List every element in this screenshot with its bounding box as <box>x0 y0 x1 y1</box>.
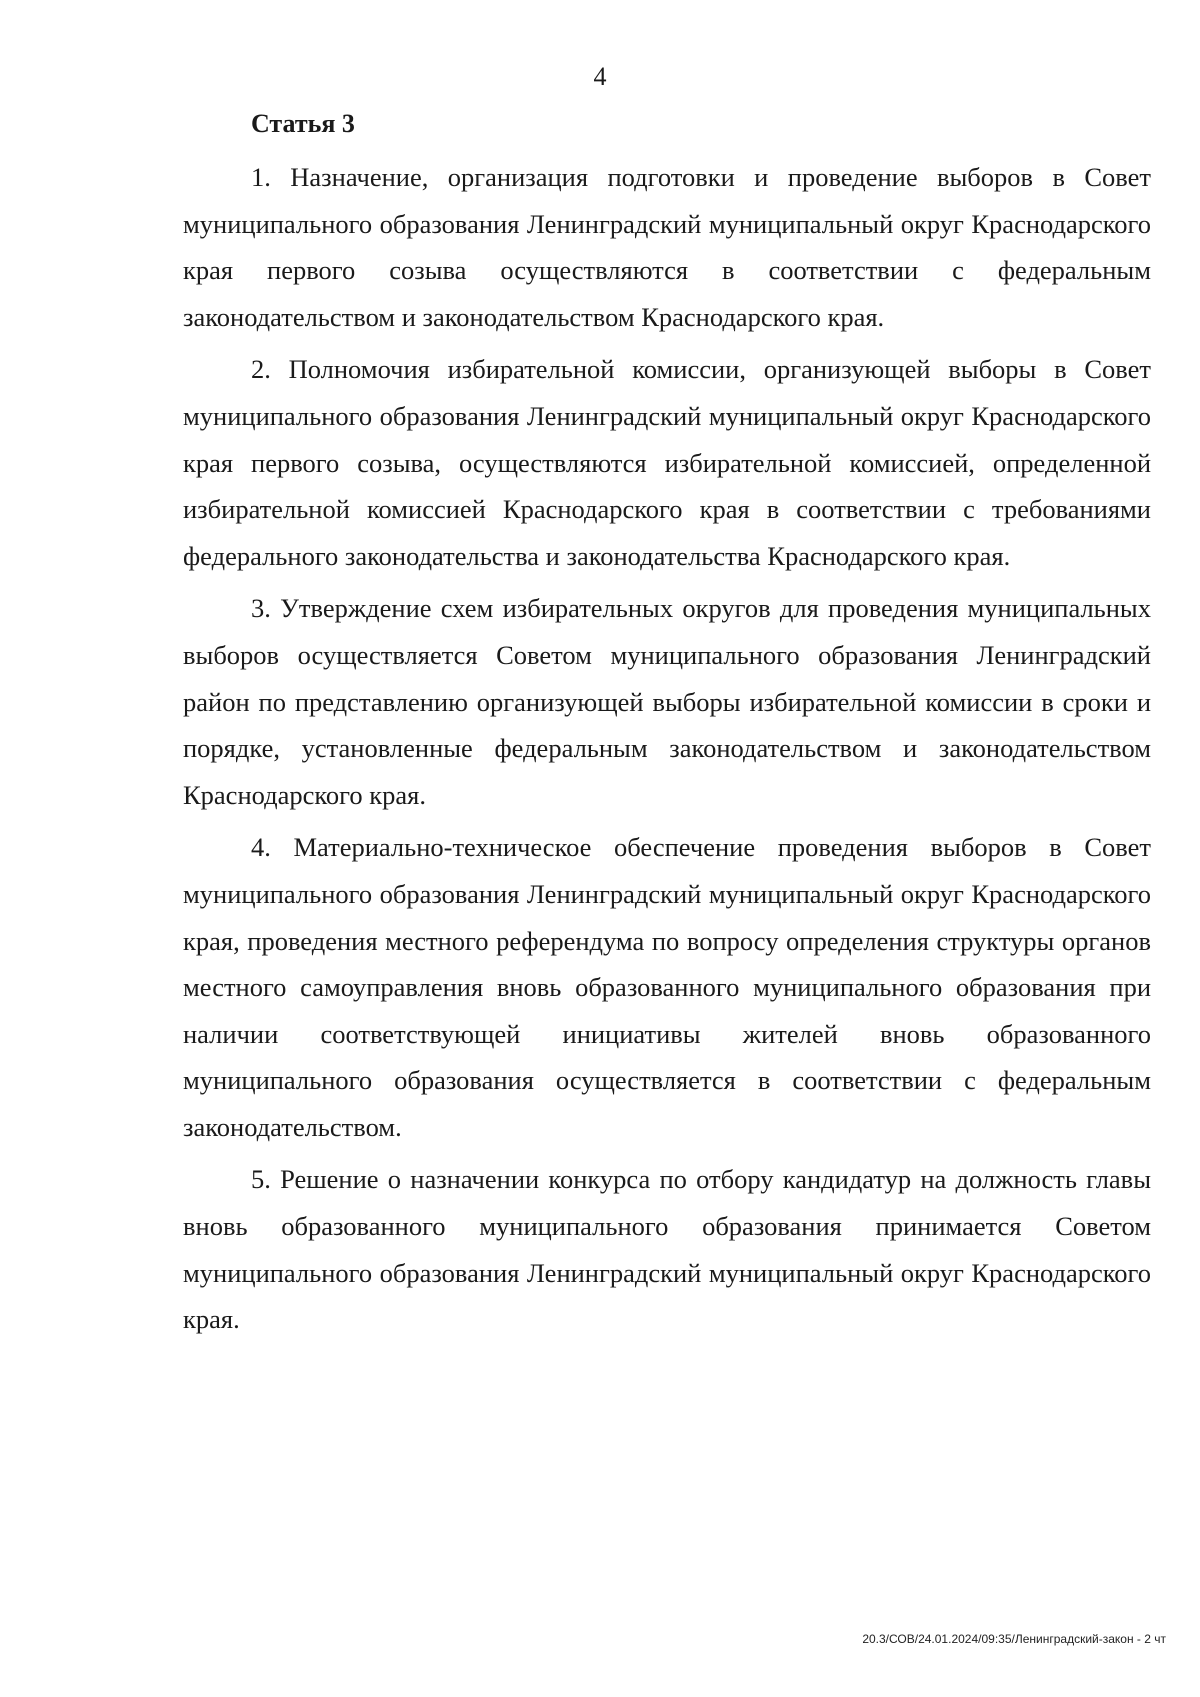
paragraph-2: 2. Полномочия избирательной комиссии, организующей выборы в Совет муниципального образования Ленинградский муниципальный округ Краснодарского края первого созыва, осуществляются избирательной комиссией, определенной избирательной комиссией Краснодарского края в соответствии с требованиями федерального законодательства и законодательства Краснодарского края. <box>183 354 1151 571</box>
article-title: Статья 3 <box>251 109 355 138</box>
paragraph-3: 3. Утверждение схем избирательных округов для проведения муниципальных выборов осуществляется Советом муниципального образования Ленинградский район по представлению организующей выборы избирательной комиссии в сроки и порядке, установленные федеральным законодательством и законодательством Краснодарского края. <box>183 593 1151 810</box>
paragraph-1: 1. Назначение, организация подготовки и проведение выборов в Совет муниципального образования Ленинградский муниципальный округ Краснодарского края первого созыва осуществляются в соответствии с федеральным законодательством и законодательством Краснодарского края. <box>183 162 1151 332</box>
paragraph-5: 5. Решение о назначении конкурса по отбору кандидатур на должность главы вновь образованного муниципального образования принимается Советом муниципального образования Ленинградский муниципальный округ Краснодарского края. <box>183 1164 1151 1335</box>
document-body <box>183 106 1151 1349</box>
page-number: 4 <box>593 62 607 91</box>
footer-stamp: 20.3/СОВ/24.01.2024/09:35/Ленинградский-закон - 2 чт <box>862 1632 1166 1646</box>
paragraph-4: 4. Материально-техническое обеспечение проведения выборов в Совет муниципального образования Ленинградский муниципальный округ Краснодарского края, проведения местного референдума по вопросу определения структуры органов местного самоуправления вновь образованного муниципального образования при наличии соответствующей инициативы жителей вновь образованного муниципального образования осуществляется в соответствии с федеральным законодательством. <box>183 832 1151 1142</box>
